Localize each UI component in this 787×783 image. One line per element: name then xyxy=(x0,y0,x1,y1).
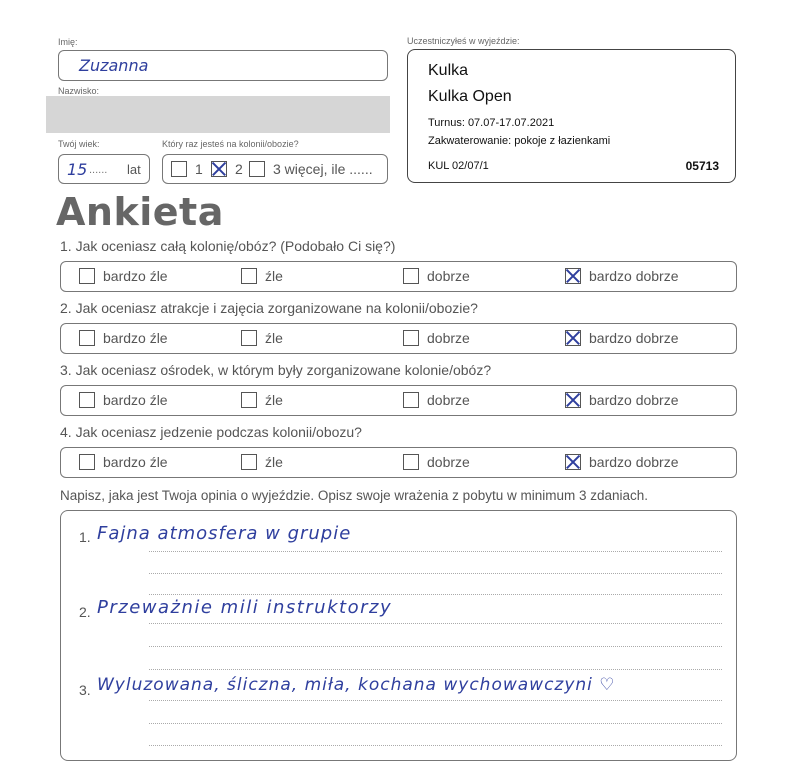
checkbox-icon[interactable] xyxy=(249,161,265,177)
rating-option[interactable] xyxy=(403,392,470,408)
question-4-text: 4. Jak oceniasz jedzenie podczas kolonii/obozu? xyxy=(60,424,362,440)
writing-line xyxy=(149,551,722,552)
checkbox-icon[interactable] xyxy=(79,454,95,470)
checkbox-icon[interactable] xyxy=(79,268,95,284)
rating-option[interactable] xyxy=(565,392,679,408)
writing-line xyxy=(149,723,722,724)
writing-line xyxy=(149,573,722,574)
answer-2-text: Przeważnie mili instruktorzy xyxy=(97,597,393,618)
checkbox-icon[interactable] xyxy=(79,392,95,408)
times-label: Który raz jesteś na kolonii/obozie? xyxy=(162,139,299,149)
rating-option[interactable] xyxy=(79,330,168,346)
rating-option-label: dobrze xyxy=(427,454,470,470)
rating-option-label: bardzo dobrze xyxy=(589,454,679,470)
name-field[interactable] xyxy=(58,50,388,81)
age-value: 15 xyxy=(67,160,88,179)
rating-option-label: bardzo dobrze xyxy=(589,392,679,408)
checked-checkbox-icon[interactable] xyxy=(565,392,581,408)
rating-option[interactable] xyxy=(241,392,283,408)
page-title: Ankieta xyxy=(56,190,224,234)
writing-line xyxy=(149,669,722,670)
writing-line xyxy=(149,623,722,624)
event-code: KUL 02/07/1 xyxy=(428,160,489,172)
writing-line xyxy=(149,594,722,595)
rating-option[interactable] xyxy=(565,454,679,470)
rating-option[interactable] xyxy=(79,268,168,284)
writing-line xyxy=(149,646,722,647)
question-3-scale xyxy=(60,385,737,416)
rating-option[interactable] xyxy=(565,330,679,346)
age-dots: ...... xyxy=(89,164,108,176)
checkbox-icon[interactable] xyxy=(403,454,419,470)
times-field xyxy=(162,154,388,184)
rating-option-label: bardzo źle xyxy=(103,454,168,470)
question-1-scale xyxy=(60,261,737,292)
checkbox-icon[interactable] xyxy=(241,392,257,408)
rating-option[interactable] xyxy=(565,268,679,284)
writing-line xyxy=(149,745,722,746)
rating-option[interactable] xyxy=(403,454,470,470)
rating-option-label: źle xyxy=(265,454,283,470)
answer-3-text: Wyluzowana, śliczna, miła, kochana wychowawczyni ♡ xyxy=(97,675,616,695)
rating-option-label: źle xyxy=(265,330,283,346)
checkbox-icon[interactable] xyxy=(403,268,419,284)
checked-checkbox-icon[interactable] xyxy=(211,161,227,177)
checkbox-icon[interactable] xyxy=(241,454,257,470)
event-label: Uczestniczyłeś w wyjeździe: xyxy=(407,36,520,46)
checked-checkbox-icon[interactable] xyxy=(565,268,581,284)
rating-option-label: dobrze xyxy=(427,268,470,284)
event-name: Kulka xyxy=(428,62,469,79)
checked-checkbox-icon[interactable] xyxy=(565,454,581,470)
checkbox-icon[interactable] xyxy=(79,330,95,346)
answer-3-number: 3. xyxy=(79,682,91,698)
name-value: Zuzanna xyxy=(79,56,149,75)
rating-option[interactable] xyxy=(241,330,283,346)
answer-1-text: Fajna atmosfera w grupie xyxy=(97,523,352,544)
rating-option[interactable] xyxy=(241,454,283,470)
opinion-prompt: Napisz, jaka jest Twoja opinia o wyjeździe. Opisz swoje wrażenia z pobytu w minimum 3 zdaniach. xyxy=(60,488,649,503)
times-option-3[interactable]: 3 więcej, ile ...... xyxy=(249,161,373,177)
rating-option-label: dobrze xyxy=(427,392,470,408)
question-2-scale xyxy=(60,323,737,354)
rating-option-label: bardzo źle xyxy=(103,268,168,284)
event-turnus: Turnus: 07.07-17.07.2021 xyxy=(428,117,555,129)
event-program: Kulka Open xyxy=(428,88,512,105)
rating-option[interactable] xyxy=(403,268,470,284)
checkbox-icon[interactable] xyxy=(403,392,419,408)
question-1-text: 1. Jak oceniasz całą kolonię/obóz? (Podobało Ci się?) xyxy=(60,238,396,254)
checkbox-icon[interactable] xyxy=(241,268,257,284)
age-field[interactable] xyxy=(58,154,150,184)
checkbox-icon[interactable] xyxy=(171,161,187,177)
rating-option-label: bardzo źle xyxy=(103,330,168,346)
opinion-box[interactable] xyxy=(60,510,737,761)
question-2-text: 2. Jak oceniasz atrakcje i zajęcia zorganizowane na kolonii/obozie? xyxy=(60,300,478,316)
answer-1-number: 1. xyxy=(79,529,91,545)
writing-line xyxy=(149,700,722,701)
rating-option-label: bardzo dobrze xyxy=(589,268,679,284)
checkbox-icon[interactable] xyxy=(403,330,419,346)
rating-option[interactable] xyxy=(79,392,168,408)
age-label: Twój wiek: xyxy=(58,139,100,149)
rating-option[interactable] xyxy=(79,454,168,470)
event-number: 05713 xyxy=(685,159,719,173)
redacted-surname xyxy=(46,96,390,133)
name-label: Imię: xyxy=(58,37,78,47)
times-option-1[interactable]: 1 xyxy=(171,161,203,177)
question-3-text: 3. Jak oceniasz ośrodek, w którym były zorganizowane kolonie/obóz? xyxy=(60,362,492,378)
surname-label: Nazwisko: xyxy=(58,86,100,96)
checkbox-icon[interactable] xyxy=(241,330,257,346)
rating-option-label: dobrze xyxy=(427,330,470,346)
rating-option-label: źle xyxy=(265,392,283,408)
event-box xyxy=(407,49,736,183)
checked-checkbox-icon[interactable] xyxy=(565,330,581,346)
times-option-2[interactable]: 2 xyxy=(211,161,243,177)
rating-option-label: bardzo dobrze xyxy=(589,330,679,346)
rating-option[interactable] xyxy=(403,330,470,346)
rating-option-label: bardzo źle xyxy=(103,392,168,408)
event-accommodation: Zakwaterowanie: pokoje z łazienkami xyxy=(428,135,611,147)
age-unit: lat xyxy=(127,162,141,177)
answer-2-number: 2. xyxy=(79,604,91,620)
rating-option[interactable] xyxy=(241,268,283,284)
question-4-scale xyxy=(60,447,737,478)
rating-option-label: źle xyxy=(265,268,283,284)
